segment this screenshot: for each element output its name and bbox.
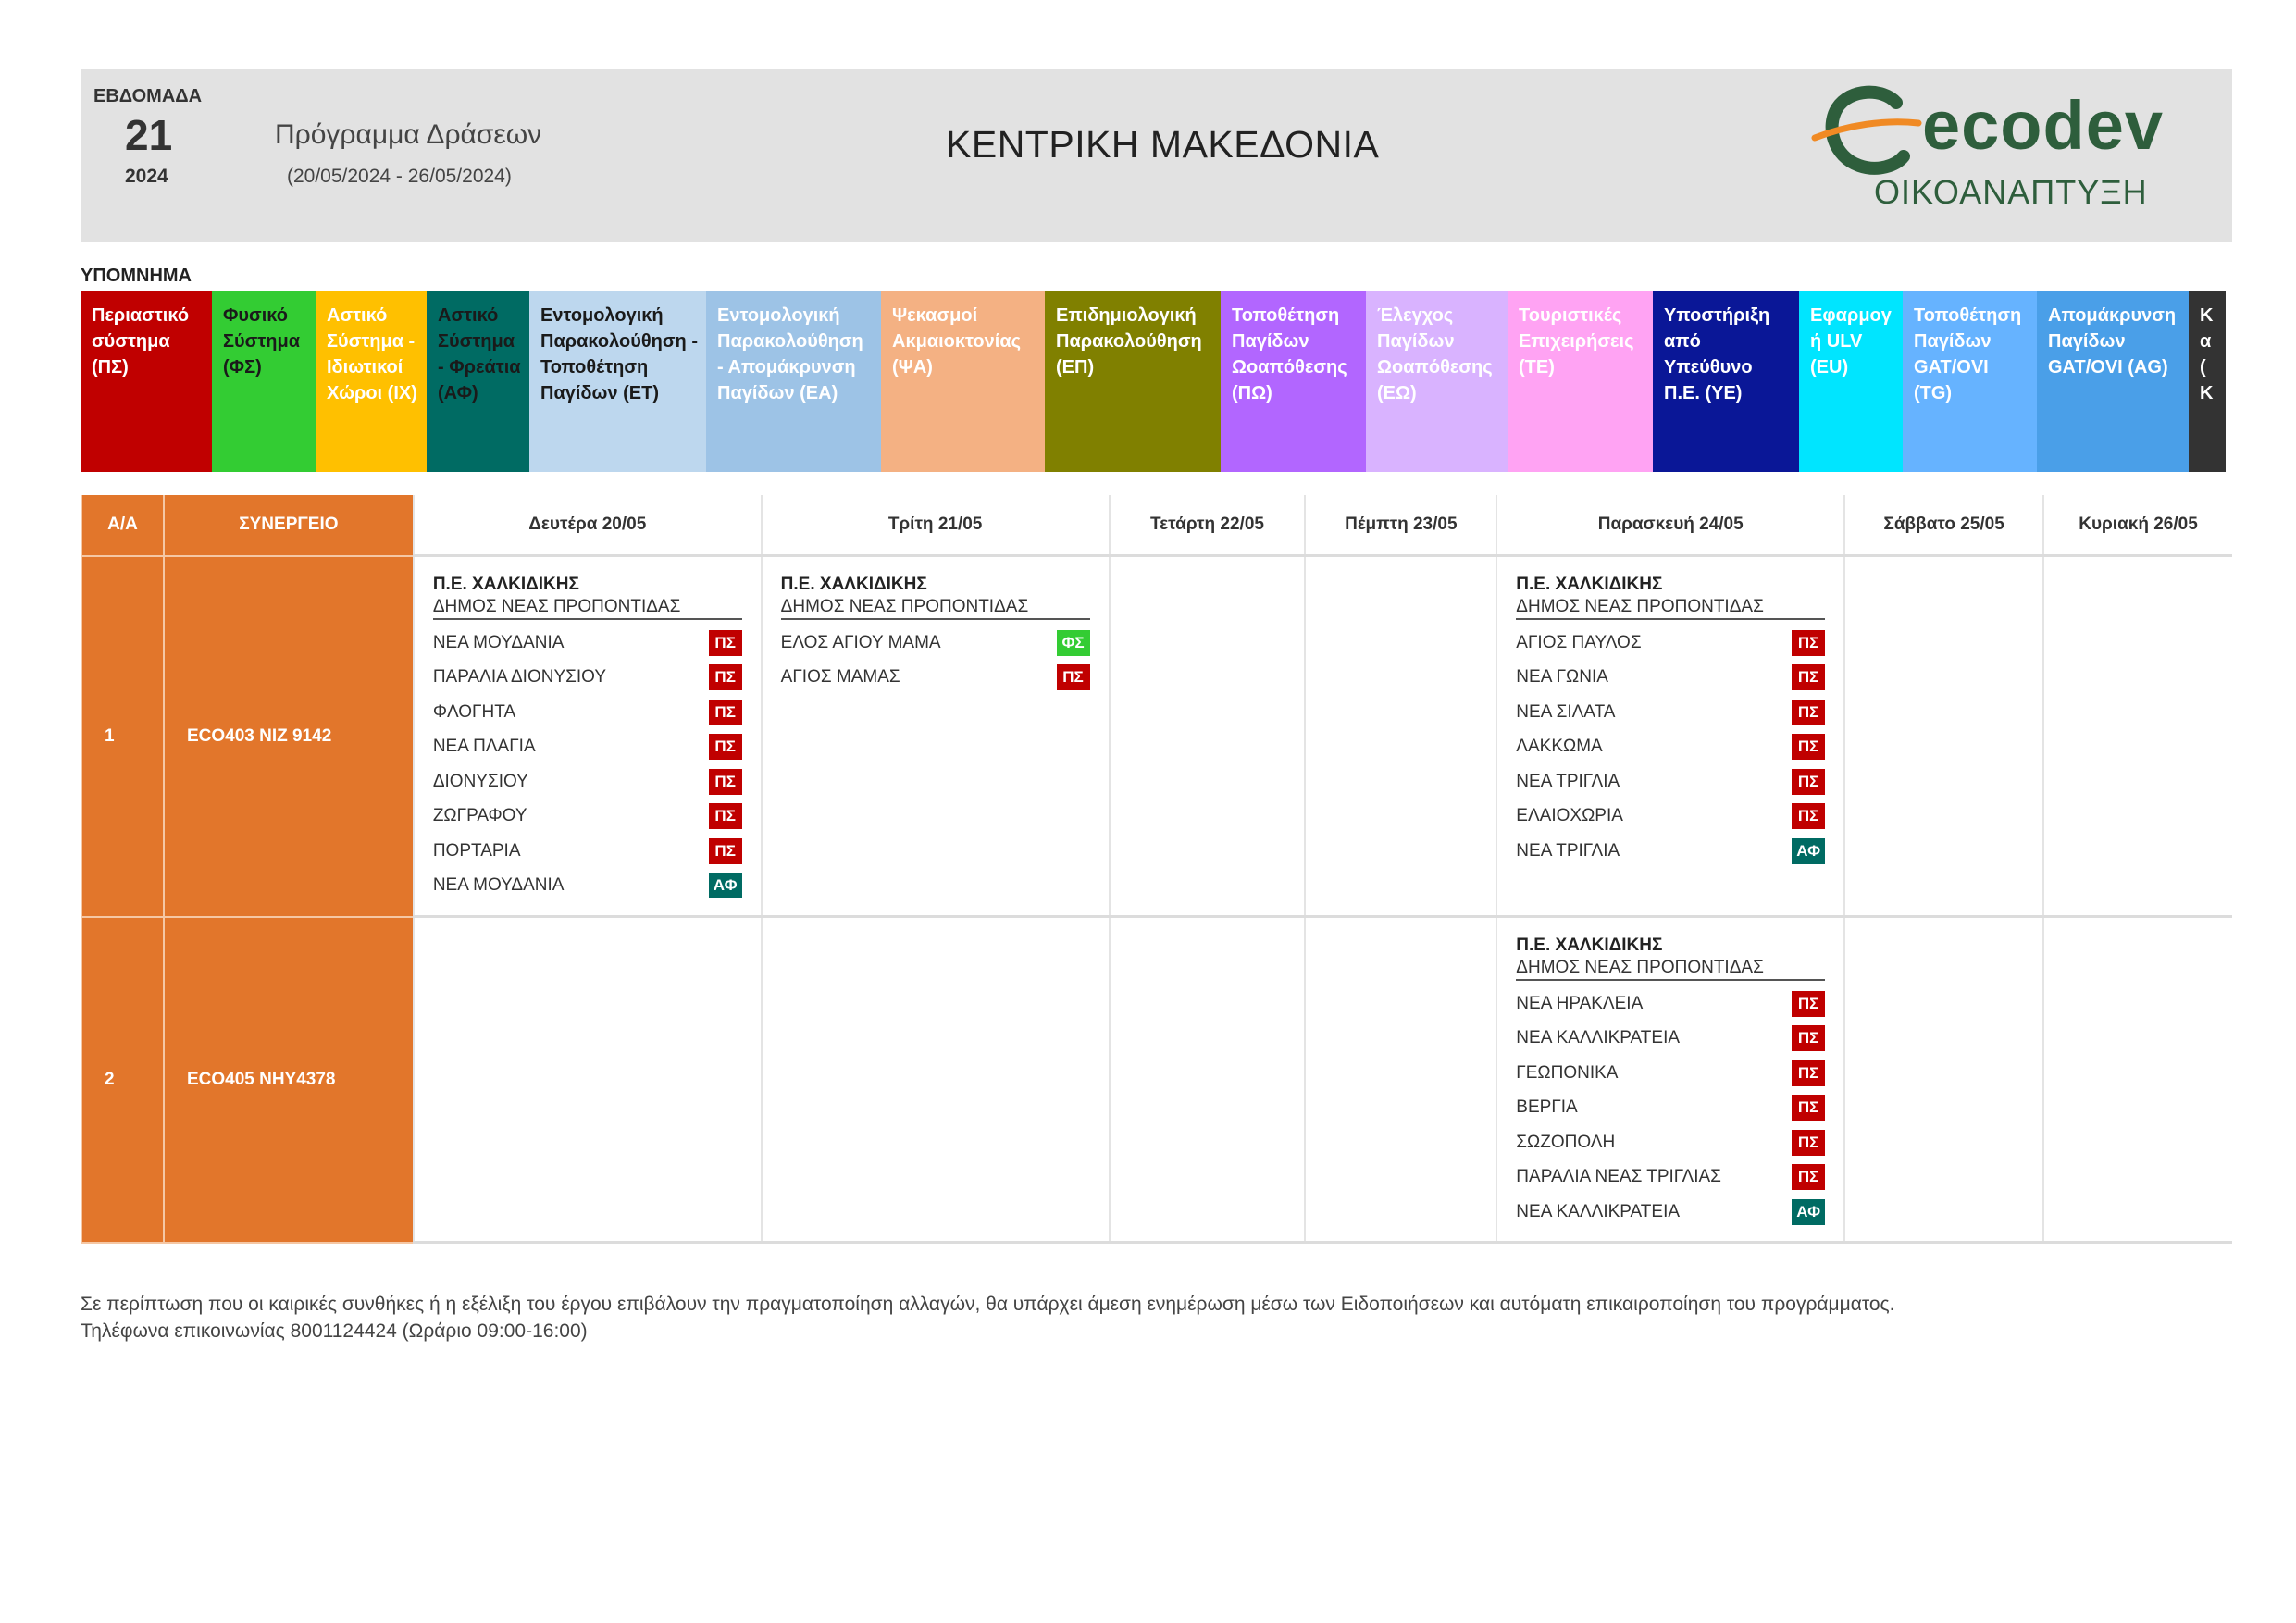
prefecture-label: Π.Ε. ΧΑΛΚΙΔΙΚΗΣ [1516,575,1663,594]
system-code-badge: ΠΣ [709,734,742,760]
location-name: ΝΕΑ ΓΩΝΙΑ [1516,667,1608,688]
program-date-range: (20/05/2024 - 26/05/2024) [287,166,512,187]
location-name: ΦΛΟΓΗΤΑ [432,701,516,722]
logo-subtitle: ΟΙΚΟΑΝΑΠΤΥΞΗ [1874,173,2148,211]
ecodev-logo [1811,82,2200,221]
system-code-badge: ΑΦ [1792,838,1825,864]
column-header-aa: Α/Α [81,495,164,556]
system-code-badge: ΠΣ [1792,991,1825,1017]
location-name: ΝΕΑ ΤΡΙΓΛΙΑ [1516,771,1620,791]
day-cell [1496,556,1844,917]
municipality-label: ΔΗΜΟΣ ΝΕΑΣ ΠΡΟΠΟΝΤΙΔΑΣ [433,595,742,620]
team-cell: ECO405 NHY4378 [164,917,414,1243]
location-name: ΑΓΙΟΣ ΠΑΥΛΟΣ [1516,632,1642,652]
location-item [1516,764,1825,799]
location-item [1516,1022,1825,1057]
prefecture-label: Π.Ε. ΧΑΛΚΙΔΙΚΗΣ [1516,935,1663,955]
column-header-day: Πέμπτη 23/05 [1305,495,1496,556]
system-code-badge: ΠΣ [1792,630,1825,656]
system-code-badge: ΠΣ [1792,1130,1825,1156]
location-name: ΝΕΑ ΜΟΥΔΑΝΙΑ [432,875,565,896]
day-cell [1305,556,1496,917]
day-cell [414,556,762,917]
location-name: ΕΛΟΣ ΑΓΙΟΥ ΜΑΜΑ [780,632,941,652]
location-name: ΝΕΑ ΚΑΛΛΙΚΡΑΤΕΙΑ [1516,1201,1681,1221]
day-cell [1305,917,1496,1243]
location-item [433,626,742,661]
assignment-block [415,557,761,903]
location-item [1516,834,1825,869]
location-item [433,869,742,904]
column-header-day: Τρίτη 21/05 [762,495,1110,556]
location-name: ΝΕΑ ΗΡΑΚΛΕΙΑ [1516,993,1644,1013]
legend-item: Αστικό Σύστημα - Ιδιωτικοί Χώροι (ΙΧ) [316,291,427,472]
day-cell [1844,917,2043,1243]
table-row [81,556,2232,917]
legend-item: Εντομολογική Παρακολούθηση - Τοποθέτηση Παγίδων (ΕΤ) [529,291,706,472]
legend-item: Τοποθέτηση Παγίδων GAT/OVI (TG) [1903,291,2037,472]
program-title: Πρόγραμμα Δράσεων [275,119,542,150]
location-item [1516,661,1825,696]
system-code-badge: ΠΣ [1792,1025,1825,1051]
system-code-badge: ΑΦ [709,873,742,898]
location-name: ΝΕΑ ΠΛΑΓΙΑ [432,737,536,757]
location-name: ΔΙΟΝΥΣΙΟΥ [432,771,528,791]
week-number: 21 [125,111,173,159]
day-cell [1110,556,1306,917]
footer-note: Σε περίπτωση που οι καιρικές συνθήκες ή η εξέλιξη του έργου επιβάλουν την πραγματοποίηση αλλαγών, θα υπάρχει άμεση ενημέρωση μέσω των Ειδοποιήσεων και αυτόματη επικαιροποίηση του προγράμματος. [81,1294,1895,1315]
day-cell [762,917,1110,1243]
legend-item: Τοποθέτηση Παγίδων Ωοαπόθεσης (ΠΩ) [1221,291,1366,472]
location-item [433,764,742,799]
system-code-badge: ΠΣ [709,769,742,795]
row-number: 2 [81,917,164,1243]
location-name: ΖΩΓΡΑΦΟΥ [432,806,527,826]
location-name: ΛΑΚΚΩΜΑ [1516,737,1603,757]
table-header-row [81,495,2232,556]
location-item [781,661,1090,696]
location-item [433,695,742,730]
location-item [1516,1091,1825,1126]
assignment-block [763,557,1109,695]
location-name: ΑΓΙΟΣ ΜΑΜΑΣ [780,667,900,688]
location-name: ΝΕΑ ΚΑΛΛΙΚΡΑΤΕΙΑ [1516,1028,1681,1048]
legend-item: Περιαστικό σύστημα (ΠΣ) [81,291,212,472]
footer [81,1291,1895,1344]
system-code-badge: ΠΣ [1792,1164,1825,1190]
system-code-badge: ΠΣ [709,630,742,656]
day-cell [762,556,1110,917]
week-year: 2024 [125,166,168,187]
row-number: 1 [81,556,164,917]
system-code-badge: ΠΣ [1792,769,1825,795]
legend-item: Απομάκρυνση Παγίδων GAT/OVI (AG) [2037,291,2189,472]
legend-item: Εντομολογική Παρακολούθηση - Απομάκρυνση Παγίδων (ΕΑ) [706,291,881,472]
column-header-day: Τετάρτη 22/05 [1110,495,1306,556]
location-item [1516,1125,1825,1160]
column-header-team: ΣΥΝΕΡΓΕΙΟ [164,495,414,556]
day-cell [414,917,762,1243]
location-item [781,626,1090,661]
day-cell [2043,556,2232,917]
day-cell [1844,556,2043,917]
location-item [433,661,742,696]
legend-item: Αστικό Σύστημα - Φρεάτια (ΑΦ) [427,291,529,472]
column-header-day: Δευτέρα 20/05 [414,495,762,556]
system-code-badge: ΠΣ [1792,700,1825,725]
schedule-page [81,69,2232,1342]
location-item [1516,695,1825,730]
location-name: ΣΩΖΟΠΟΛΗ [1516,1132,1616,1152]
logo-wordmark: ecodev [1922,87,2165,164]
location-name: ΒΕΡΓΙΑ [1516,1097,1578,1118]
location-item [1516,986,1825,1022]
legend-item: Έλεγχος Παγίδων Ωοαπόθεσης (ΕΩ) [1366,291,1508,472]
legend-item: Φυσικό Σύστημα (ΦΣ) [212,291,316,472]
system-code-badge: ΑΦ [1792,1199,1825,1225]
day-cell [1496,917,1844,1243]
legend-item: Εφαρμογή ULV (EU) [1799,291,1903,472]
municipality-label: ΔΗΜΟΣ ΝΕΑΣ ΠΡΟΠΟΝΤΙΔΑΣ [1516,595,1825,620]
location-item [1516,1160,1825,1196]
system-code-badge: ΠΣ [1792,664,1825,690]
ecodev-swoosh-icon [1811,82,1922,184]
location-name: ΠΑΡΑΛΙΑ ΝΕΑΣ ΤΡΙΓΛΙΑΣ [1516,1167,1721,1187]
day-cell [1110,917,1306,1243]
team-cell: ECO403 NIZ 9142 [164,556,414,917]
column-header-day: Σάββατο 25/05 [1844,495,2043,556]
location-item [1516,1056,1825,1091]
location-item [433,799,742,835]
legend [81,291,2232,472]
system-code-badge: ΠΣ [709,838,742,864]
municipality-label: ΔΗΜΟΣ ΝΕΑΣ ΠΡΟΠΟΝΤΙΔΑΣ [781,595,1090,620]
legend-item: Ψεκασμοί Ακμαιοκτονίας (ΨΑ) [881,291,1045,472]
header-bar [81,69,2232,242]
system-code-badge: ΠΣ [1057,664,1090,690]
location-item [1516,626,1825,661]
prefecture-label: Π.Ε. ΧΑΛΚΙΔΙΚΗΣ [432,575,579,594]
legend-title: ΥΠΟΜΝΗΜΑ [81,266,192,286]
legend-item: Επιδημιολογική Παρακολούθηση (ΕΠ) [1045,291,1221,472]
table-row [81,917,2232,1243]
location-name: ΝΕΑ ΤΡΙΓΛΙΑ [1516,840,1620,861]
location-item [1516,1195,1825,1230]
prefecture-label: Π.Ε. ΧΑΛΚΙΔΙΚΗΣ [780,575,927,594]
location-name: ΓΕΩΠΟΝΙΚΑ [1516,1062,1619,1083]
schedule-table [81,495,2232,1244]
location-name: ΠΟΡΤΑΡΙΑ [432,840,521,861]
system-code-badge: ΠΣ [1792,803,1825,829]
location-name: ΝΕΑ ΣΙΛΑΤΑ [1516,701,1616,722]
system-code-badge: ΦΣ [1057,630,1090,656]
location-name: ΕΛΑΙΟΧΩΡΙΑ [1516,806,1623,826]
system-code-badge: ΠΣ [709,803,742,829]
location-item [433,730,742,765]
location-item [1516,730,1825,765]
location-item [433,834,742,869]
footer-phone: Τηλέφωνα επικοινωνίας 8001124424 (Ωράριο 09:00-16:00) [81,1320,588,1342]
system-code-badge: ΠΣ [1792,734,1825,760]
assignment-block [1497,918,1843,1230]
system-code-badge: ΠΣ [1792,1095,1825,1121]
week-label: ΕΒΔΟΜΑΔΑ [93,86,203,106]
legend-item: Κα (Κ [2189,291,2226,472]
legend-item: Υποστήριξη από Υπεύθυνο Π.Ε. (ΥΕ) [1653,291,1799,472]
system-code-badge: ΠΣ [1792,1060,1825,1086]
municipality-label: ΔΗΜΟΣ ΝΕΑΣ ΠΡΟΠΟΝΤΙΔΑΣ [1516,956,1825,981]
system-code-badge: ΠΣ [709,664,742,690]
region-title: ΚΕΝΤΡΙΚΗ ΜΑΚΕΔΟΝΙΑ [946,123,1380,166]
column-header-day: Κυριακή 26/05 [2043,495,2232,556]
location-item [1516,799,1825,835]
assignment-block [1497,557,1843,869]
system-code-badge: ΠΣ [709,700,742,725]
location-name: ΠΑΡΑΛΙΑ ΔΙΟΝΥΣΙΟΥ [432,667,606,688]
day-cell [2043,917,2232,1243]
legend-item: Τουριστικές Επιχειρήσεις (ΤΕ) [1508,291,1653,472]
location-name: ΝΕΑ ΜΟΥΔΑΝΙΑ [432,632,565,652]
column-header-day: Παρασκευή 24/05 [1496,495,1844,556]
